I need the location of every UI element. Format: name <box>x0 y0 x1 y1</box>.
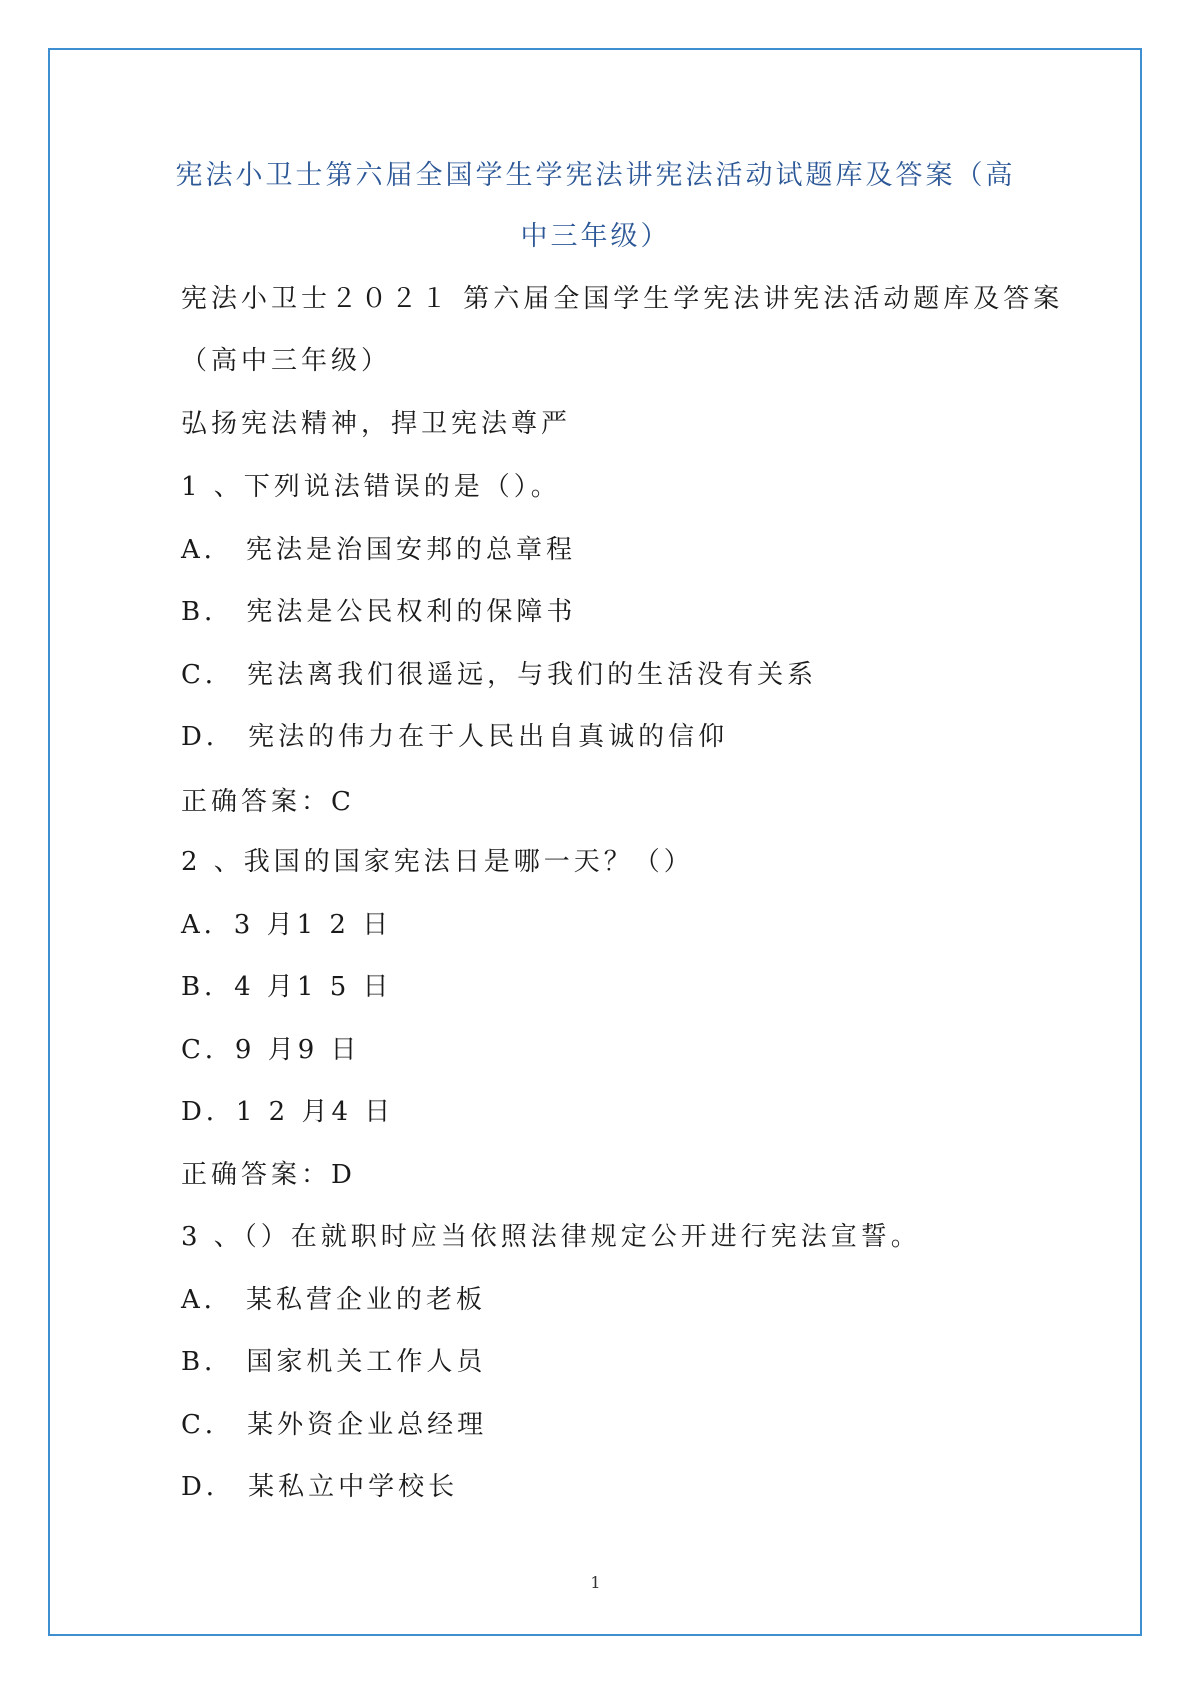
document-title-line-2: 中三年级） <box>520 221 671 252</box>
question-3-option-d: D． 某私立中学校长 <box>181 1472 459 1502</box>
question-1-option-b: B． 宪法是公民权利的保障书 <box>181 597 577 627</box>
question-1-option-c: C． 宪法离我们很遥远，与我们的生活没有关系 <box>181 660 818 690</box>
question-2-option-a: A．3 月1 2 日 <box>181 910 393 940</box>
page-number: 1 <box>590 1573 601 1592</box>
slogan: 弘扬宪法精神，捍卫宪法尊严 <box>181 409 572 439</box>
question-1-option-a: A． 宪法是治国安邦的总章程 <box>181 535 577 565</box>
question-2: 2 、我国的国家宪法日是哪一天？（） <box>181 847 694 877</box>
document-title-line-1: 宪法小卫士第六届全国学生学宪法讲宪法活动试题库及答案（高 <box>175 160 1016 191</box>
question-3-option-a: A． 某私营企业的老板 <box>181 1285 487 1315</box>
question-2-option-b: B．4 月1 5 日 <box>181 972 393 1002</box>
question-3-option-b: B． 国家机关工作人员 <box>181 1347 487 1377</box>
question-1-answer: 正确答案：C <box>181 787 355 817</box>
subtitle-line-2: （高中三年级） <box>181 346 392 376</box>
subtitle-line-1: 宪法小卫士２０２１ 第六届全国学生学宪法讲宪法活动题库及答案 <box>181 284 1064 314</box>
question-3: 3 、（）在就职时应当依照法律规定公开进行宪法宣誓。 <box>181 1222 921 1252</box>
question-1: 1 、下列说法错误的是（）。 <box>181 472 561 502</box>
question-2-answer: 正确答案：D <box>181 1160 356 1190</box>
question-2-option-d: D．1 2 月4 日 <box>181 1097 395 1127</box>
question-1-option-d: D． 宪法的伟力在于人民出自真诚的信仰 <box>181 722 729 752</box>
question-3-option-c: C． 某外资企业总经理 <box>181 1410 488 1440</box>
question-2-option-c: C．9 月9 日 <box>181 1035 361 1065</box>
